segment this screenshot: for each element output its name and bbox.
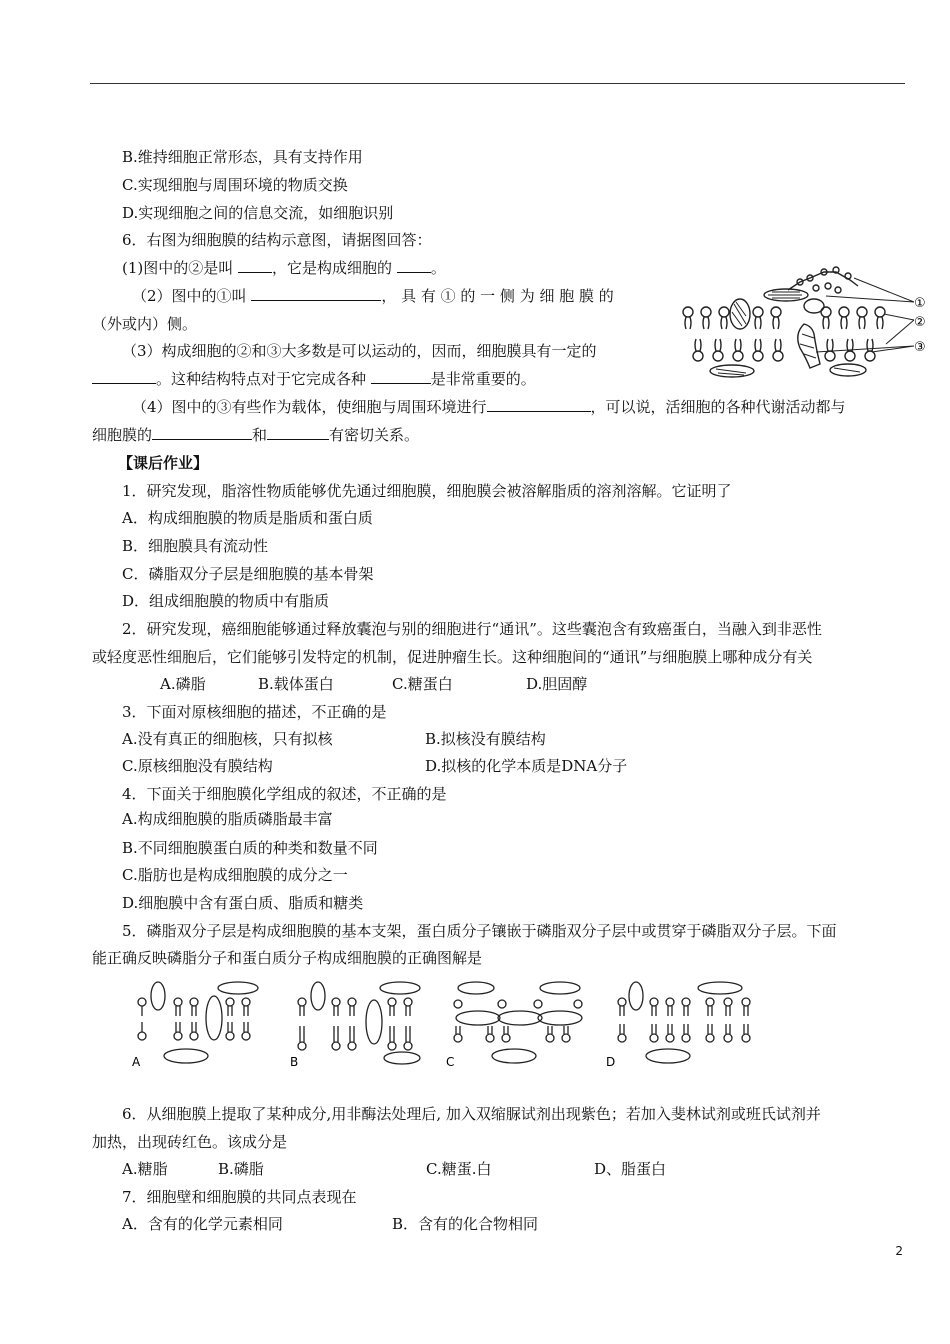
diagram-a	[138, 982, 258, 1063]
h3-option-a: A.没有真正的细胞核，只有拟核	[122, 730, 333, 748]
h3-option-c: C.原核细胞没有膜结构	[122, 757, 273, 775]
h6-option-c: C.糖蛋.白	[426, 1160, 492, 1178]
glycoprotein-chain	[788, 267, 858, 293]
homework-title: 【课后作业】	[118, 454, 209, 472]
h1-option-b: B．细胞膜具有流动性	[122, 537, 269, 555]
h4-stem: 4．下面关于细胞膜化学组成的叙述，不正确的是	[122, 785, 447, 803]
diagram-d	[618, 982, 750, 1063]
h6-stem-2: 加热，出现砖红色。该成分是	[92, 1133, 288, 1151]
h2-option-b: B.载体蛋白	[258, 675, 334, 693]
q6-part2-cont: （外或内）侧。	[92, 315, 198, 333]
h3-stem: 3．下面对原核细胞的描述，不正确的是	[122, 703, 387, 721]
option-b-support: B.维持细胞正常形态，具有支持作用	[122, 148, 363, 166]
header-rule	[90, 83, 905, 84]
h7-option-a: A．含有的化学元素相同	[122, 1215, 283, 1233]
h2-stem-1: 2．研究发现，癌细胞能够通过释放囊泡与别的细胞进行“通讯”。这些囊泡含有致癌蛋白，当融入到非恶性	[122, 620, 822, 638]
q6-part3-cont: 。这种结构特点对于它完成各种 是非常重要的。	[92, 368, 536, 390]
diagram-label-d: D	[606, 1055, 616, 1069]
label-2: ②	[914, 315, 926, 330]
diagram-b	[298, 982, 420, 1064]
h4-option-d: D.细胞膜中含有蛋白质、脂质和糖类	[122, 894, 364, 912]
h5-stem-2: 能正确反映磷脂分子和蛋白质分子构成细胞膜的正确图解是	[92, 949, 483, 967]
transmembrane-protein	[798, 324, 820, 368]
h7-option-b: B．含有的化合物相同	[392, 1215, 539, 1233]
membrane-options-diagram	[128, 976, 758, 1070]
h4-option-c: C.脂肪也是构成细胞膜的成分之一	[122, 866, 348, 884]
h1-option-a: A．构成细胞膜的物质是脂质和蛋白质	[122, 509, 373, 527]
h3-option-b: B.拟核没有膜结构	[425, 730, 546, 748]
upper-lipid-layer	[683, 307, 885, 329]
h6-stem-1: 6．从细胞膜上提取了某种成分,用非酶法处理后, 加入双缩脲试剂出现紫色；若加入斐林试剂或班氏试剂并	[122, 1105, 821, 1123]
q6-part4-cont: 细胞膜的 和 有密切关系。	[92, 426, 420, 444]
h3-option-d: D.拟核的化学本质是DNA分子	[425, 757, 628, 775]
h7-stem: 7．细胞壁和细胞膜的共同点表现在	[122, 1188, 357, 1206]
h6-option-d: D、脂蛋白	[594, 1160, 667, 1178]
h2-stem-2: 或轻度恶性细胞后，它们能够引发特定的机制，促进肿瘤生长。这种细胞间的“通讯”与细胞膜上哪种成分有关	[92, 648, 813, 666]
h4-option-b: B.不同细胞膜蛋白质的种类和数量不同	[122, 839, 378, 857]
h6-option-a: A.糖脂	[122, 1160, 168, 1178]
q6-part3: （3）构成细胞的②和③大多数是可以运动的，因而，细胞膜具有一定的	[122, 342, 597, 360]
h2-option-a: A.磷脂	[160, 675, 206, 693]
option-c-exchange: C.实现细胞与周围环境的物质交换	[122, 176, 348, 194]
diagram-c	[454, 982, 582, 1063]
h1-stem: 1．研究发现，脂溶性物质能够优先通过细胞膜，细胞膜会被溶解脂质的溶剂溶解。它证明了	[122, 482, 732, 500]
page-number: 2	[895, 1244, 903, 1258]
h6-option-b: B.磷脂	[218, 1160, 264, 1178]
q6-part4: （4）图中的③有些作为载体，使细胞与周围环境进行 ，可以说，活细胞的各种代谢活动都与	[132, 398, 846, 416]
h2-option-c: C.糖蛋白	[392, 675, 453, 693]
h4-option-a: A.构成细胞膜的脂质磷脂最丰富	[122, 810, 333, 828]
q6-part2: （2）图中的①叫 ， 具 有 ① 的 一 侧 为 细 胞 膜 的	[132, 287, 614, 305]
diagram-label-a: A	[132, 1055, 141, 1069]
h5-stem-1: 5．磷脂双分子层是构成细胞膜的基本支架，蛋白质分子镶嵌于磷脂双分子层中或贯穿于磷脂双分子层。下面	[122, 922, 837, 940]
option-d-signal: D.实现细胞之间的信息交流，如细胞识别	[122, 204, 394, 222]
membrane-structure-figure	[676, 262, 934, 386]
label-1: ①	[914, 296, 926, 311]
h1-option-d: D．组成细胞膜的物质中有脂质	[122, 592, 330, 610]
q6-part1: (1)图中的②是叫 ，它是构成细胞的 。	[122, 259, 446, 277]
q6-stem: 6．右图为细胞膜的结构示意图，请据图回答：	[122, 231, 432, 249]
h2-option-d: D.胆固醇	[526, 675, 588, 693]
label-3: ③	[914, 340, 926, 355]
diagram-label-c: C	[446, 1055, 455, 1069]
diagram-label-b: B	[290, 1055, 299, 1069]
h1-option-c: C．磷脂双分子层是细胞膜的基本骨架	[122, 565, 374, 583]
